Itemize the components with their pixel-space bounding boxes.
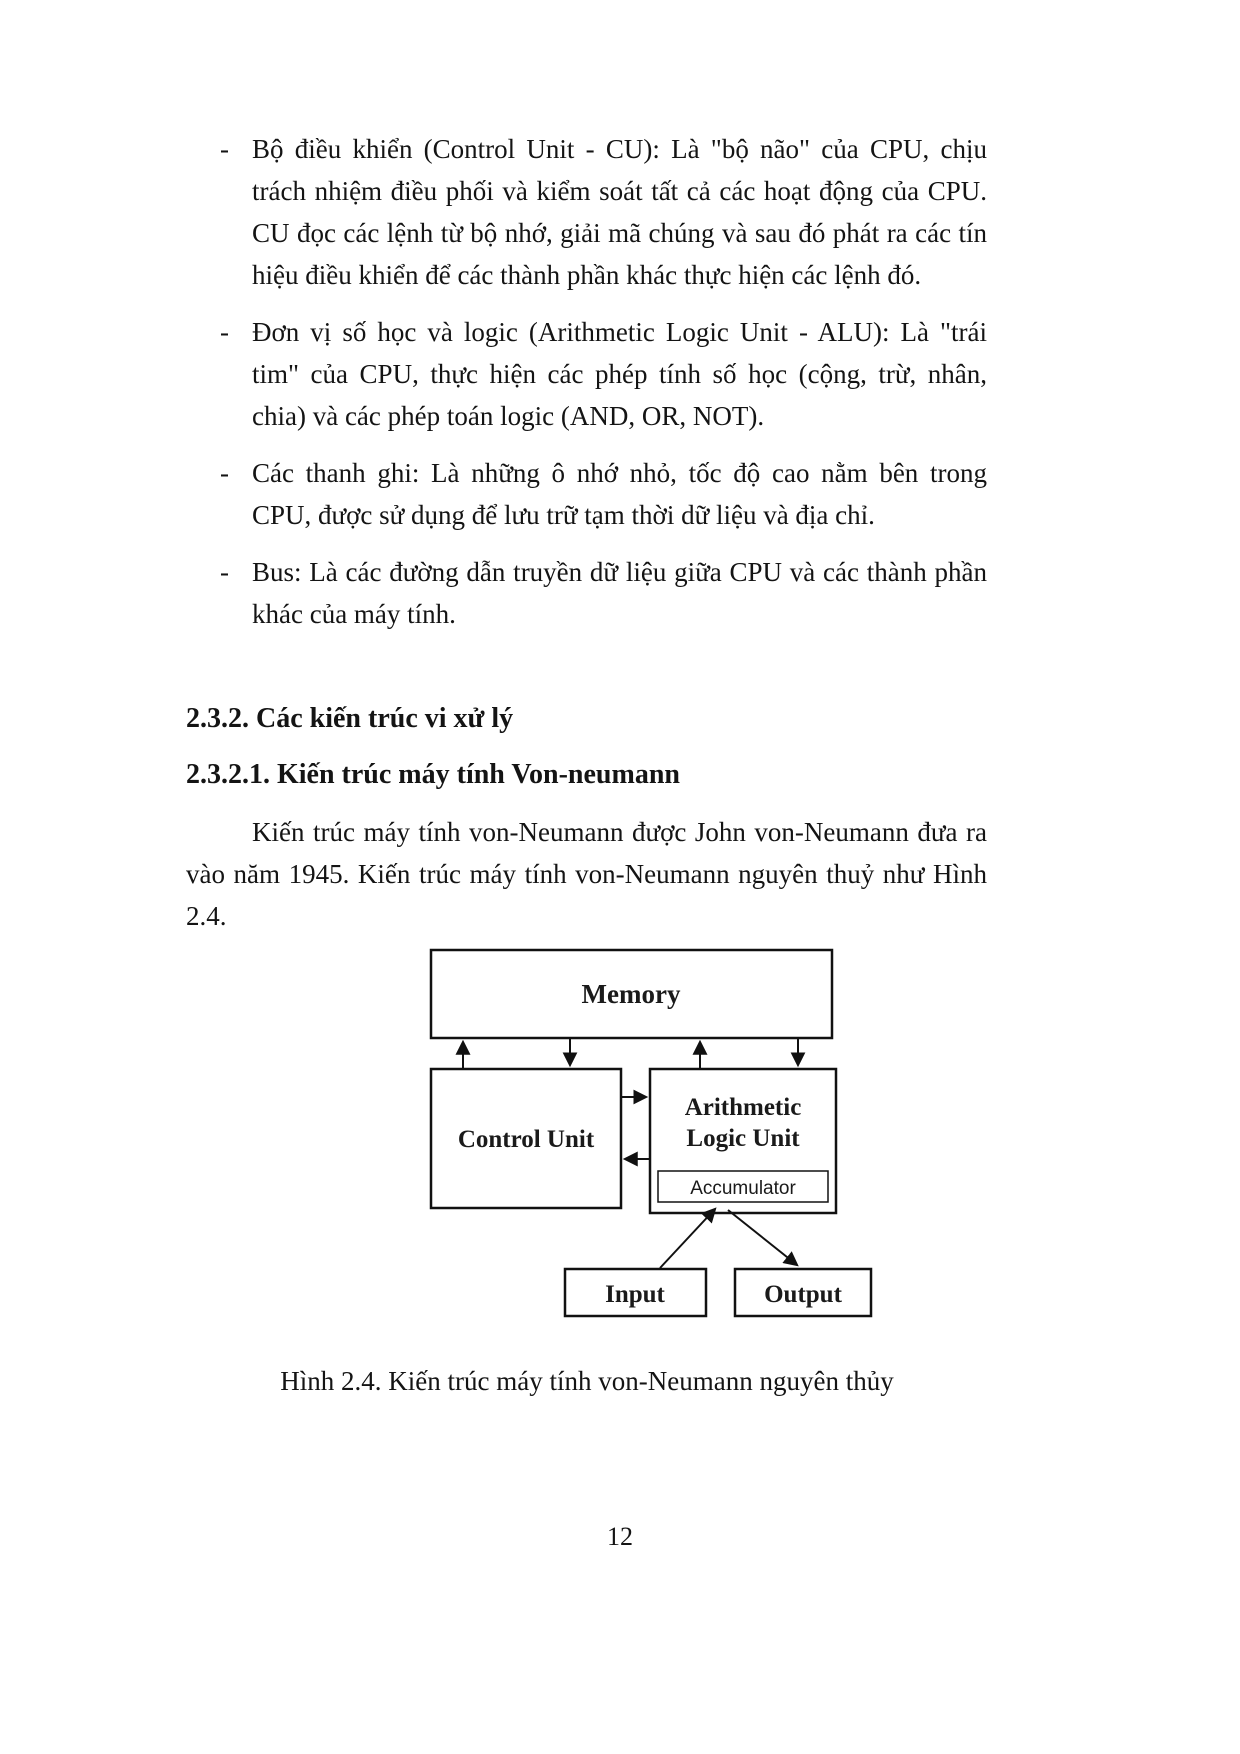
bullet-marker: - — [220, 458, 229, 488]
control-unit-label: Control Unit — [457, 1126, 595, 1153]
von-neumann-diagram — [415, 947, 875, 1342]
bullet-item-bus — [220, 551, 987, 635]
input-label: Input — [605, 1281, 665, 1308]
alu-label-line2: Logic Unit — [686, 1125, 800, 1152]
accumulator-label: Accumulator — [690, 1178, 796, 1199]
arrow-input-to-accumulator — [660, 1209, 715, 1268]
bullet-text: Các thanh ghi: Là những ô nhớ nhỏ, tốc độ cao nằm bên trong CPU, được sử dụng để lưu trữ tạm thời dữ liệu và địa chỉ. — [252, 458, 987, 530]
output-label: Output — [764, 1281, 842, 1308]
memory-label: Memory — [581, 979, 681, 1009]
bullet-item-control-unit — [220, 128, 987, 296]
bullet-text: Đơn vị số học và logic (Arithmetic Logic Unit - ALU): Là "trái tim" của CPU, thực hiện các phép tính số học (cộng, trừ, nhân, chia) và các phép toán logic (AND, OR, NOT). — [252, 317, 987, 431]
bullet-text: Bộ điều khiển (Control Unit - CU): Là "bộ não" của CPU, chịu trách nhiệm điều phối và kiểm soát tất cả các hoạt động của CPU. CU đọc các lệnh từ bộ nhớ, giải mã chúng và sau đó phát ra các tín hiệu điều khiển để các thành phần khác thực hiện các lệnh đó. — [252, 134, 987, 290]
bullet-text: Bus: Là các đường dẫn truyền dữ liệu giữa CPU và các thành phần khác của máy tính. — [252, 557, 987, 629]
subsection-heading: 2.3.2.1. Kiến trúc máy tính Von-neumann — [186, 759, 680, 790]
intro-paragraph: Kiến trúc máy tính von-Neumann được John von-Neumann đưa ra vào năm 1945. Kiến trúc máy tính von-Neumann nguyên thuỷ như Hình 2.4. — [186, 817, 987, 931]
bullet-item-alu — [220, 311, 987, 437]
bullet-marker: - — [220, 557, 229, 587]
page-number: 12 — [607, 1522, 633, 1551]
figure-caption: Hình 2.4. Kiến trúc máy tính von-Neumann nguyên thủy — [280, 1366, 894, 1396]
bullet-item-registers — [220, 452, 987, 536]
bullet-marker: - — [220, 317, 229, 347]
section-heading: 2.3.2. Các kiến trúc vi xử lý — [186, 703, 514, 734]
bullet-marker: - — [220, 134, 229, 164]
alu-label-line1: Arithmetic — [684, 1094, 802, 1121]
bullet-list — [186, 128, 987, 635]
diagram-svg — [415, 947, 875, 1337]
arrow-accumulator-to-output — [728, 1210, 797, 1265]
